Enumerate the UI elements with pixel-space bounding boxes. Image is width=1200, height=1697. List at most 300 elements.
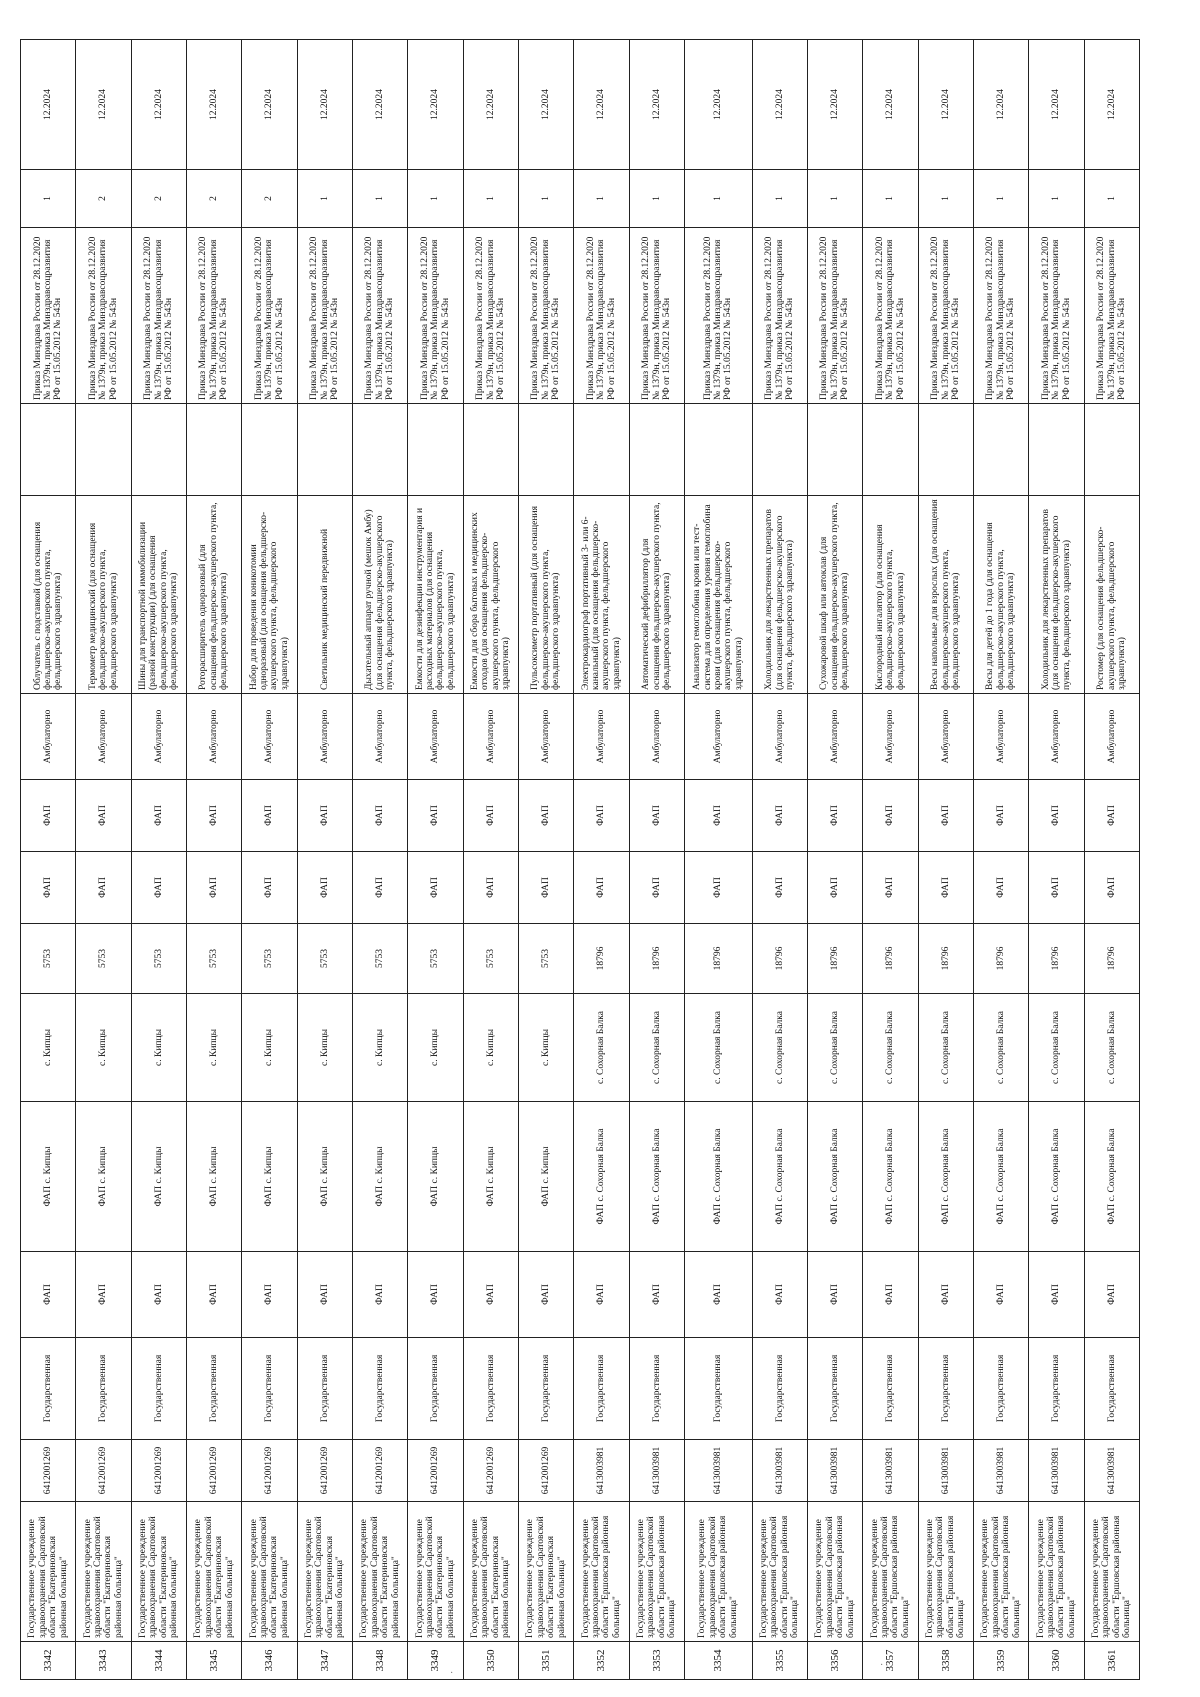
regulation-doc: Приказ Минздрава России от 28.12.2020 № 1379н, приказ Минздравсоцразвития РФ от 15.05.2012 № 543н <box>684 228 752 404</box>
organization-name: Государственное учреждение здравоохранения Саратовской области "Ершовская районная больница" <box>918 1502 973 1642</box>
quantity: 1 <box>518 170 573 228</box>
unit-kind: ФАП <box>863 852 918 924</box>
unit-kind-2: ФАП <box>1029 780 1084 852</box>
facility-type: ФАП <box>463 1252 518 1338</box>
care-condition: Амбулаторно <box>574 694 629 780</box>
equipment-name: Светильник медицинский передвижной <box>297 496 352 694</box>
table-row <box>408 40 463 1680</box>
subdivision-name: ФАП с. Кипцы <box>242 1102 297 1252</box>
regulation-doc: Приказ Минздрава России от 28.12.2020 № 1379н, приказ Минздравсоцразвития РФ от 15.05.2012 № 543н <box>918 228 973 404</box>
inn-code: 6412001269 <box>352 1440 407 1502</box>
subdivision-name: ФАП с. Сохорная Балка <box>973 1102 1028 1252</box>
care-condition: Амбулаторно <box>518 694 573 780</box>
ownership-form: Государственная <box>684 1338 752 1440</box>
unit-kind: ФАП <box>684 852 752 924</box>
table-row <box>463 40 518 1680</box>
settlement: с. Кипцы <box>131 994 186 1102</box>
inn-code: 6413003981 <box>629 1440 684 1502</box>
unit-kind: ФАП <box>629 852 684 924</box>
unit-kind: ФАП <box>297 852 352 924</box>
regulation-doc: Приказ Минздрава России от 28.12.2020 № 1379н, приказ Минздравсоцразвития РФ от 15.05.2012 № 543н <box>629 228 684 404</box>
settlement: с. Кипцы <box>518 994 573 1102</box>
ownership-form: Государственная <box>863 1338 918 1440</box>
settlement: с. Сохорная Балка <box>684 994 752 1102</box>
unit-kind-2: ФАП <box>918 780 973 852</box>
unit-kind-2: ФАП <box>242 780 297 852</box>
unit-kind-2: ФАП <box>807 780 862 852</box>
row-number: 3354 <box>684 1642 752 1680</box>
table-row <box>21 40 76 1680</box>
row-number: 3351 <box>518 1642 573 1680</box>
care-condition: Амбулаторно <box>973 694 1028 780</box>
unit-kind: ФАП <box>76 852 131 924</box>
facility-type: ФАП <box>1084 1252 1139 1338</box>
row-number: 3355 <box>752 1642 807 1680</box>
table-row <box>1029 40 1084 1680</box>
unit-kind-2: ФАП <box>21 780 76 852</box>
ownership-form: Государственная <box>352 1338 407 1440</box>
regulation-doc: Приказ Минздрава России от 28.12.2020 № 1379н, приказ Минздравсоцразвития РФ от 15.05.2012 № 543н <box>21 228 76 404</box>
settlement: с. Сохорная Балка <box>1029 994 1084 1102</box>
organization-name: Государственное учреждение здравоохранения Саратовской области "Ершовская районная больница" <box>752 1502 807 1642</box>
organization-name: Государственное учреждение здравоохранения Саратовской области "Екатериновская районная больница" <box>186 1502 241 1642</box>
quantity: 1 <box>463 170 518 228</box>
population: 18796 <box>918 924 973 994</box>
inn-code: 6412001269 <box>186 1440 241 1502</box>
subdivision-name: ФАП с. Кипцы <box>408 1102 463 1252</box>
facility-type: ФАП <box>807 1252 862 1338</box>
regulation-doc: Приказ Минздрава России от 28.12.2020 № 1379н, приказ Минздравсоцразвития РФ от 15.05.2012 № 543н <box>752 228 807 404</box>
organization-name: Государственное учреждение здравоохранения Саратовской области "Екатериновская районная больница" <box>242 1502 297 1642</box>
facility-type: ФАП <box>574 1252 629 1338</box>
subdivision-name: ФАП с. Кипцы <box>131 1102 186 1252</box>
empty-cell <box>186 404 241 496</box>
deadline-date: 12.2024 <box>21 40 76 170</box>
empty-cell <box>629 404 684 496</box>
subdivision-name: ФАП с. Сохорная Балка <box>1084 1102 1139 1252</box>
equipment-name: Автоматический дефибриллятор (для оснащения фельдшерско-акушерского пункта, фельдшерского здравпункта) <box>629 496 684 694</box>
settlement: с. Кипцы <box>352 994 407 1102</box>
quantity: 1 <box>918 170 973 228</box>
inn-code: 6412001269 <box>463 1440 518 1502</box>
equipment-name: Шины для транспортной иммобилизации (разной конструкции) (для оснащения фельдшерско-акушерского пункта, фельдшерского здравпункта) <box>131 496 186 694</box>
unit-kind-2: ФАП <box>973 780 1028 852</box>
quantity: 1 <box>684 170 752 228</box>
empty-cell <box>518 404 573 496</box>
equipment-name: Емкости для дезинфекции инструментария и расходных материалов (для оснащения фельдшерско-акушерского пункта, фельдшерского здравпункта) <box>408 496 463 694</box>
unit-kind: ФАП <box>242 852 297 924</box>
care-condition: Амбулаторно <box>863 694 918 780</box>
quantity: 1 <box>973 170 1028 228</box>
row-number: 3345 <box>186 1642 241 1680</box>
subdivision-name: ФАП с. Кипцы <box>297 1102 352 1252</box>
deadline-date: 12.2024 <box>352 40 407 170</box>
facility-type: ФАП <box>352 1252 407 1338</box>
inn-code: 6413003981 <box>752 1440 807 1502</box>
organization-name: Государственное учреждение здравоохранения Саратовской области "Ершовская районная больница" <box>629 1502 684 1642</box>
unit-kind: ФАП <box>807 852 862 924</box>
quantity: 1 <box>863 170 918 228</box>
settlement: с. Сохорная Балка <box>807 994 862 1102</box>
scan-speck: · <box>450 1668 454 1679</box>
organization-name: Государственное учреждение здравоохранения Саратовской области "Екатериновская районная больница" <box>408 1502 463 1642</box>
population: 5753 <box>21 924 76 994</box>
empty-cell <box>131 404 186 496</box>
quantity: 1 <box>1029 170 1084 228</box>
settlement: с. Кипцы <box>76 994 131 1102</box>
subdivision-name: ФАП с. Кипцы <box>518 1102 573 1252</box>
care-condition: Амбулаторно <box>297 694 352 780</box>
facility-type: ФАП <box>629 1252 684 1338</box>
settlement: с. Сохорная Балка <box>574 994 629 1102</box>
empty-cell <box>574 404 629 496</box>
population: 5753 <box>131 924 186 994</box>
settlement: с. Кипцы <box>297 994 352 1102</box>
ownership-form: Государственная <box>297 1338 352 1440</box>
equipment-name: Термометр медицинский (для оснащения фельдшерско-акушерского пункта, фельдшерского здравпункта) <box>76 496 131 694</box>
ownership-form: Государственная <box>574 1338 629 1440</box>
unit-kind-2: ФАП <box>684 780 752 852</box>
ownership-form: Государственная <box>131 1338 186 1440</box>
care-condition: Амбулаторно <box>918 694 973 780</box>
inn-code: 6412001269 <box>131 1440 186 1502</box>
organization-name: Государственное учреждение здравоохранения Саратовской области "Екатериновская районная больница" <box>518 1502 573 1642</box>
empty-cell <box>21 404 76 496</box>
quantity: 2 <box>131 170 186 228</box>
empty-cell <box>76 404 131 496</box>
population: 18796 <box>752 924 807 994</box>
population: 5753 <box>242 924 297 994</box>
ownership-form: Государственная <box>1029 1338 1084 1440</box>
ownership-form: Государственная <box>973 1338 1028 1440</box>
settlement: с. Сохорная Балка <box>752 994 807 1102</box>
row-number: 3358 <box>918 1642 973 1680</box>
equipment-name: Кислородный ингалятор (для оснащения фельдшерско-акушерского пункта, фельдшерского здравпункта) <box>863 496 918 694</box>
deadline-date: 12.2024 <box>242 40 297 170</box>
row-number: 3353 <box>629 1642 684 1680</box>
facility-type: ФАП <box>1029 1252 1084 1338</box>
population: 5753 <box>352 924 407 994</box>
regulation-doc: Приказ Минздрава России от 28.12.2020 № 1379н, приказ Минздравсоцразвития РФ от 15.05.2012 № 543н <box>863 228 918 404</box>
settlement: с. Кипцы <box>186 994 241 1102</box>
deadline-date: 12.2024 <box>863 40 918 170</box>
regulation-doc: Приказ Минздрава России от 28.12.2020 № 1379н, приказ Минздравсоцразвития РФ от 15.05.2012 № 543н <box>76 228 131 404</box>
population: 18796 <box>973 924 1028 994</box>
subdivision-name: ФАП с. Кипцы <box>352 1102 407 1252</box>
care-condition: Амбулаторно <box>21 694 76 780</box>
inn-code: 6413003981 <box>918 1440 973 1502</box>
facility-type: ФАП <box>752 1252 807 1338</box>
unit-kind-2: ФАП <box>408 780 463 852</box>
equipment-name: Холодильник для лекарственных препаратов (для оснащения фельдшерско-акушерского пункта, фельдшерского здравпункта) <box>1029 496 1084 694</box>
organization-name: Государственное учреждение здравоохранения Саратовской области "Екатериновская районная больница" <box>297 1502 352 1642</box>
regulation-doc: Приказ Минздрава России от 28.12.2020 № 1379н, приказ Минздравсоцразвития РФ от 15.05.2012 № 543н <box>463 228 518 404</box>
deadline-date: 12.2024 <box>1084 40 1139 170</box>
ownership-form: Государственная <box>518 1338 573 1440</box>
quantity: 1 <box>297 170 352 228</box>
row-number: 3359 <box>973 1642 1028 1680</box>
facility-type: ФАП <box>297 1252 352 1338</box>
facility-type: ФАП <box>131 1252 186 1338</box>
quantity: 2 <box>76 170 131 228</box>
unit-kind: ФАП <box>463 852 518 924</box>
care-condition: Амбулаторно <box>807 694 862 780</box>
regulation-doc: Приказ Минздрава России от 28.12.2020 № 1379н, приказ Минздравсоцразвития РФ от 15.05.2012 № 543н <box>574 228 629 404</box>
table-row <box>684 40 752 1680</box>
equipment-name: Пульсоксиметр портативный (для оснащения фельдшерско-акушерского пункта, фельдшерского здравпункта) <box>518 496 573 694</box>
care-condition: Амбулаторно <box>463 694 518 780</box>
ownership-form: Государственная <box>242 1338 297 1440</box>
row-number: 3356 <box>807 1642 862 1680</box>
table-row <box>574 40 629 1680</box>
regulation-doc: Приказ Минздрава России от 28.12.2020 № 1379н, приказ Минздравсоцразвития РФ от 15.05.2012 № 543н <box>131 228 186 404</box>
inn-code: 6413003981 <box>973 1440 1028 1502</box>
row-number: 3352 <box>574 1642 629 1680</box>
empty-cell <box>242 404 297 496</box>
subdivision-name: ФАП с. Кипцы <box>186 1102 241 1252</box>
empty-cell <box>1084 404 1139 496</box>
equipment-name: Электрокардиограф портативный 3- или 6-канальный (для оснащения фельдшерско-акушерского пункта, фельдшерского здравпункта) <box>574 496 629 694</box>
quantity: 1 <box>408 170 463 228</box>
population: 18796 <box>629 924 684 994</box>
table-row <box>918 40 973 1680</box>
organization-name: Государственное учреждение здравоохранения Саратовской области "Ершовская районная больница" <box>973 1502 1028 1642</box>
equipment-name: Набор для проведения коникотомии одноразовый (для оснащения фельдшерско-акушерского пункта, фельдшерского здравпункта) <box>242 496 297 694</box>
organization-name: Государственное учреждение здравоохранения Саратовской области "Екатериновская районная больница" <box>463 1502 518 1642</box>
organization-name: Государственное учреждение здравоохранения Саратовской области "Ершовская районная больница" <box>863 1502 918 1642</box>
table-row <box>973 40 1028 1680</box>
unit-kind: ФАП <box>973 852 1028 924</box>
ownership-form: Государственная <box>463 1338 518 1440</box>
facility-type: ФАП <box>21 1252 76 1338</box>
unit-kind-2: ФАП <box>76 780 131 852</box>
unit-kind-2: ФАП <box>1084 780 1139 852</box>
table-row <box>807 40 862 1680</box>
inn-code: 6413003981 <box>863 1440 918 1502</box>
quantity: 1 <box>21 170 76 228</box>
regulation-doc: Приказ Минздрава России от 28.12.2020 № 1379н, приказ Минздравсоцразвития РФ от 15.05.2012 № 543н <box>352 228 407 404</box>
unit-kind-2: ФАП <box>629 780 684 852</box>
ownership-form: Государственная <box>76 1338 131 1440</box>
subdivision-name: ФАП с. Сохорная Балка <box>863 1102 918 1252</box>
organization-name: Государственное учреждение здравоохранения Саратовской области "Ершовская районная больница" <box>1084 1502 1139 1642</box>
table-row <box>131 40 186 1680</box>
equipment-name: Емкости для сбора бытовых и медицинских отходов (для оснащения фельдшерско-акушерского пункта, фельдшерского здравпункта) <box>463 496 518 694</box>
ownership-form: Государственная <box>186 1338 241 1440</box>
population: 5753 <box>408 924 463 994</box>
population: 5753 <box>186 924 241 994</box>
unit-kind-2: ФАП <box>518 780 573 852</box>
settlement: с. Кипцы <box>21 994 76 1102</box>
empty-cell <box>863 404 918 496</box>
facility-type: ФАП <box>76 1252 131 1338</box>
regulation-doc: Приказ Минздрава России от 28.12.2020 № 1379н, приказ Минздравсоцразвития РФ от 15.05.2012 № 543н <box>973 228 1028 404</box>
unit-kind: ФАП <box>574 852 629 924</box>
empty-cell <box>918 404 973 496</box>
equipment-name: Анализатор гемоглобина крови или тест-система для определения уровня гемоглобина крови (для оснащения фельдшерско-акушерского пункта, фельдшерского здравпункта) <box>684 496 752 694</box>
inn-code: 6413003981 <box>807 1440 862 1502</box>
equipment-name: Холодильник для лекарственных препаратов (для оснащения фельдшерско-акушерского пункта, фельдшерского здравпункта) <box>752 496 807 694</box>
deadline-date: 12.2024 <box>574 40 629 170</box>
organization-name: Государственное учреждение здравоохранения Саратовской области "Ершовская районная больница" <box>1029 1502 1084 1642</box>
deadline-date: 12.2024 <box>408 40 463 170</box>
equipment-name: Ростомер (для оснащения фельдшерско-акушерского пункта, фельдшерского здравпункта) <box>1084 496 1139 694</box>
regulation-doc: Приказ Минздрава России от 28.12.2020 № 1379н, приказ Минздравсоцразвития РФ от 15.05.2012 № 543н <box>408 228 463 404</box>
inn-code: 6413003981 <box>684 1440 752 1502</box>
unit-kind-2: ФАП <box>574 780 629 852</box>
table-row <box>186 40 241 1680</box>
care-condition: Амбулаторно <box>1084 694 1139 780</box>
equipment-name: Облучатель с подставкой (для оснащения фельдшерско-акушерского пункта, фельдшерского здравпункта) <box>21 496 76 694</box>
facility-type: ФАП <box>408 1252 463 1338</box>
quantity: 1 <box>752 170 807 228</box>
unit-kind-2: ФАП <box>863 780 918 852</box>
inn-code: 6412001269 <box>518 1440 573 1502</box>
unit-kind: ФАП <box>1084 852 1139 924</box>
row-number: 3349 <box>408 1642 463 1680</box>
deadline-date: 12.2024 <box>131 40 186 170</box>
unit-kind-2: ФАП <box>131 780 186 852</box>
table-row <box>518 40 573 1680</box>
care-condition: Амбулаторно <box>76 694 131 780</box>
inn-code: 6413003981 <box>1084 1440 1139 1502</box>
deadline-date: 12.2024 <box>76 40 131 170</box>
unit-kind: ФАП <box>21 852 76 924</box>
equipment-name: Роторасширитель одноразовый (для оснащения фельдшерско-акушерского пункта, фельдшерского здравпункта) <box>186 496 241 694</box>
inn-code: 6412001269 <box>21 1440 76 1502</box>
row-number: 3350 <box>463 1642 518 1680</box>
unit-kind: ФАП <box>918 852 973 924</box>
empty-cell <box>973 404 1028 496</box>
organization-name: Государственное учреждение здравоохранения Саратовской области "Ершовская районная больница" <box>574 1502 629 1642</box>
facility-type: ФАП <box>684 1252 752 1338</box>
equipment-table <box>20 39 1140 1680</box>
deadline-date: 12.2024 <box>973 40 1028 170</box>
facility-type: ФАП <box>242 1252 297 1338</box>
deadline-date: 12.2024 <box>297 40 352 170</box>
settlement: с. Кипцы <box>242 994 297 1102</box>
deadline-date: 12.2024 <box>186 40 241 170</box>
row-number: 3348 <box>352 1642 407 1680</box>
population: 5753 <box>518 924 573 994</box>
population: 18796 <box>684 924 752 994</box>
population: 5753 <box>297 924 352 994</box>
empty-cell <box>1029 404 1084 496</box>
row-number: 3357 <box>863 1642 918 1680</box>
table-row <box>863 40 918 1680</box>
row-number: 3346 <box>242 1642 297 1680</box>
deadline-date: 12.2024 <box>752 40 807 170</box>
subdivision-name: ФАП с. Сохорная Балка <box>807 1102 862 1252</box>
equipment-name: Сухожаровой шкаф или автоклав (для оснащения фельдшерско-акушерского пункта, фельдшерского здравпункта) <box>807 496 862 694</box>
unit-kind: ФАП <box>752 852 807 924</box>
table-row <box>352 40 407 1680</box>
regulation-doc: Приказ Минздрава России от 28.12.2020 № 1379н, приказ Минздравсоцразвития РФ от 15.05.2012 № 543н <box>242 228 297 404</box>
ownership-form: Государственная <box>918 1338 973 1440</box>
subdivision-name: ФАП с. Сохорная Балка <box>574 1102 629 1252</box>
facility-type: ФАП <box>863 1252 918 1338</box>
inn-code: 6412001269 <box>242 1440 297 1502</box>
organization-name: Государственное учреждение здравоохранения Саратовской области "Екатериновская районная больница" <box>21 1502 76 1642</box>
unit-kind-2: ФАП <box>297 780 352 852</box>
settlement: с. Сохорная Балка <box>863 994 918 1102</box>
regulation-doc: Приказ Минздрава России от 28.12.2020 № 1379н, приказ Минздравсоцразвития РФ от 15.05.2012 № 543н <box>297 228 352 404</box>
subdivision-name: ФАП с. Сохорная Балка <box>629 1102 684 1252</box>
care-condition: Амбулаторно <box>1029 694 1084 780</box>
ownership-form: Государственная <box>752 1338 807 1440</box>
deadline-date: 12.2024 <box>684 40 752 170</box>
empty-cell <box>684 404 752 496</box>
quantity: 1 <box>807 170 862 228</box>
facility-type: ФАП <box>973 1252 1028 1338</box>
regulation-doc: Приказ Минздрава России от 28.12.2020 № 1379н, приказ Минздравсоцразвития РФ от 15.05.2012 № 543н <box>807 228 862 404</box>
inn-code: 6413003981 <box>1029 1440 1084 1502</box>
table-row <box>297 40 352 1680</box>
inn-code: 6413003981 <box>574 1440 629 1502</box>
settlement: с. Сохорная Балка <box>918 994 973 1102</box>
ownership-form: Государственная <box>629 1338 684 1440</box>
population: 18796 <box>1084 924 1139 994</box>
care-condition: Амбулаторно <box>352 694 407 780</box>
organization-name: Государственное учреждение здравоохранения Саратовской области "Екатериновская районная больница" <box>352 1502 407 1642</box>
deadline-date: 12.2024 <box>918 40 973 170</box>
row-number: 3342 <box>21 1642 76 1680</box>
empty-cell <box>463 404 518 496</box>
unit-kind: ФАП <box>186 852 241 924</box>
regulation-doc: Приказ Минздрава России от 28.12.2020 № 1379н, приказ Минздравсоцразвития РФ от 15.05.2012 № 543н <box>1084 228 1139 404</box>
subdivision-name: ФАП с. Сохорная Балка <box>684 1102 752 1252</box>
deadline-date: 12.2024 <box>463 40 518 170</box>
population: 18796 <box>574 924 629 994</box>
deadline-date: 12.2024 <box>518 40 573 170</box>
care-condition: Амбулаторно <box>684 694 752 780</box>
unit-kind: ФАП <box>408 852 463 924</box>
quantity: 1 <box>574 170 629 228</box>
ownership-form: Государственная <box>21 1338 76 1440</box>
quantity: 2 <box>186 170 241 228</box>
ownership-form: Государственная <box>408 1338 463 1440</box>
facility-type: ФАП <box>918 1252 973 1338</box>
ownership-form: Государственная <box>807 1338 862 1440</box>
inn-code: 6412001269 <box>76 1440 131 1502</box>
population: 18796 <box>807 924 862 994</box>
row-number: 3361 <box>1084 1642 1139 1680</box>
care-condition: Амбулаторно <box>752 694 807 780</box>
subdivision-name: ФАП с. Сохорная Балка <box>752 1102 807 1252</box>
care-condition: Амбулаторно <box>408 694 463 780</box>
subdivision-name: ФАП с. Сохорная Балка <box>1029 1102 1084 1252</box>
settlement: с. Сохорная Балка <box>629 994 684 1102</box>
unit-kind: ФАП <box>131 852 186 924</box>
organization-name: Государственное учреждение здравоохранения Саратовской области "Ершовская районная больница" <box>684 1502 752 1642</box>
unit-kind-2: ФАП <box>352 780 407 852</box>
deadline-date: 12.2024 <box>1029 40 1084 170</box>
deadline-date: 12.2024 <box>807 40 862 170</box>
care-condition: Амбулаторно <box>131 694 186 780</box>
population: 5753 <box>76 924 131 994</box>
table-row <box>76 40 131 1680</box>
subdivision-name: ФАП с. Кипцы <box>21 1102 76 1252</box>
unit-kind-2: ФАП <box>752 780 807 852</box>
settlement: с. Сохорная Балка <box>973 994 1028 1102</box>
subdivision-name: ФАП с. Кипцы <box>463 1102 518 1252</box>
unit-kind-2: ФАП <box>186 780 241 852</box>
facility-type: ФАП <box>186 1252 241 1338</box>
equipment-name: Дыхательный аппарат ручной (мешок Амбу) (для оснащения фельдшерско-акушерского пункта, фельдшерского здравпункта) <box>352 496 407 694</box>
equipment-name: Весы напольные для взрослых (для оснащения фельдшерско-акушерского пункта, фельдшерского здравпункта) <box>918 496 973 694</box>
row-number: 3343 <box>76 1642 131 1680</box>
table-row <box>629 40 684 1680</box>
